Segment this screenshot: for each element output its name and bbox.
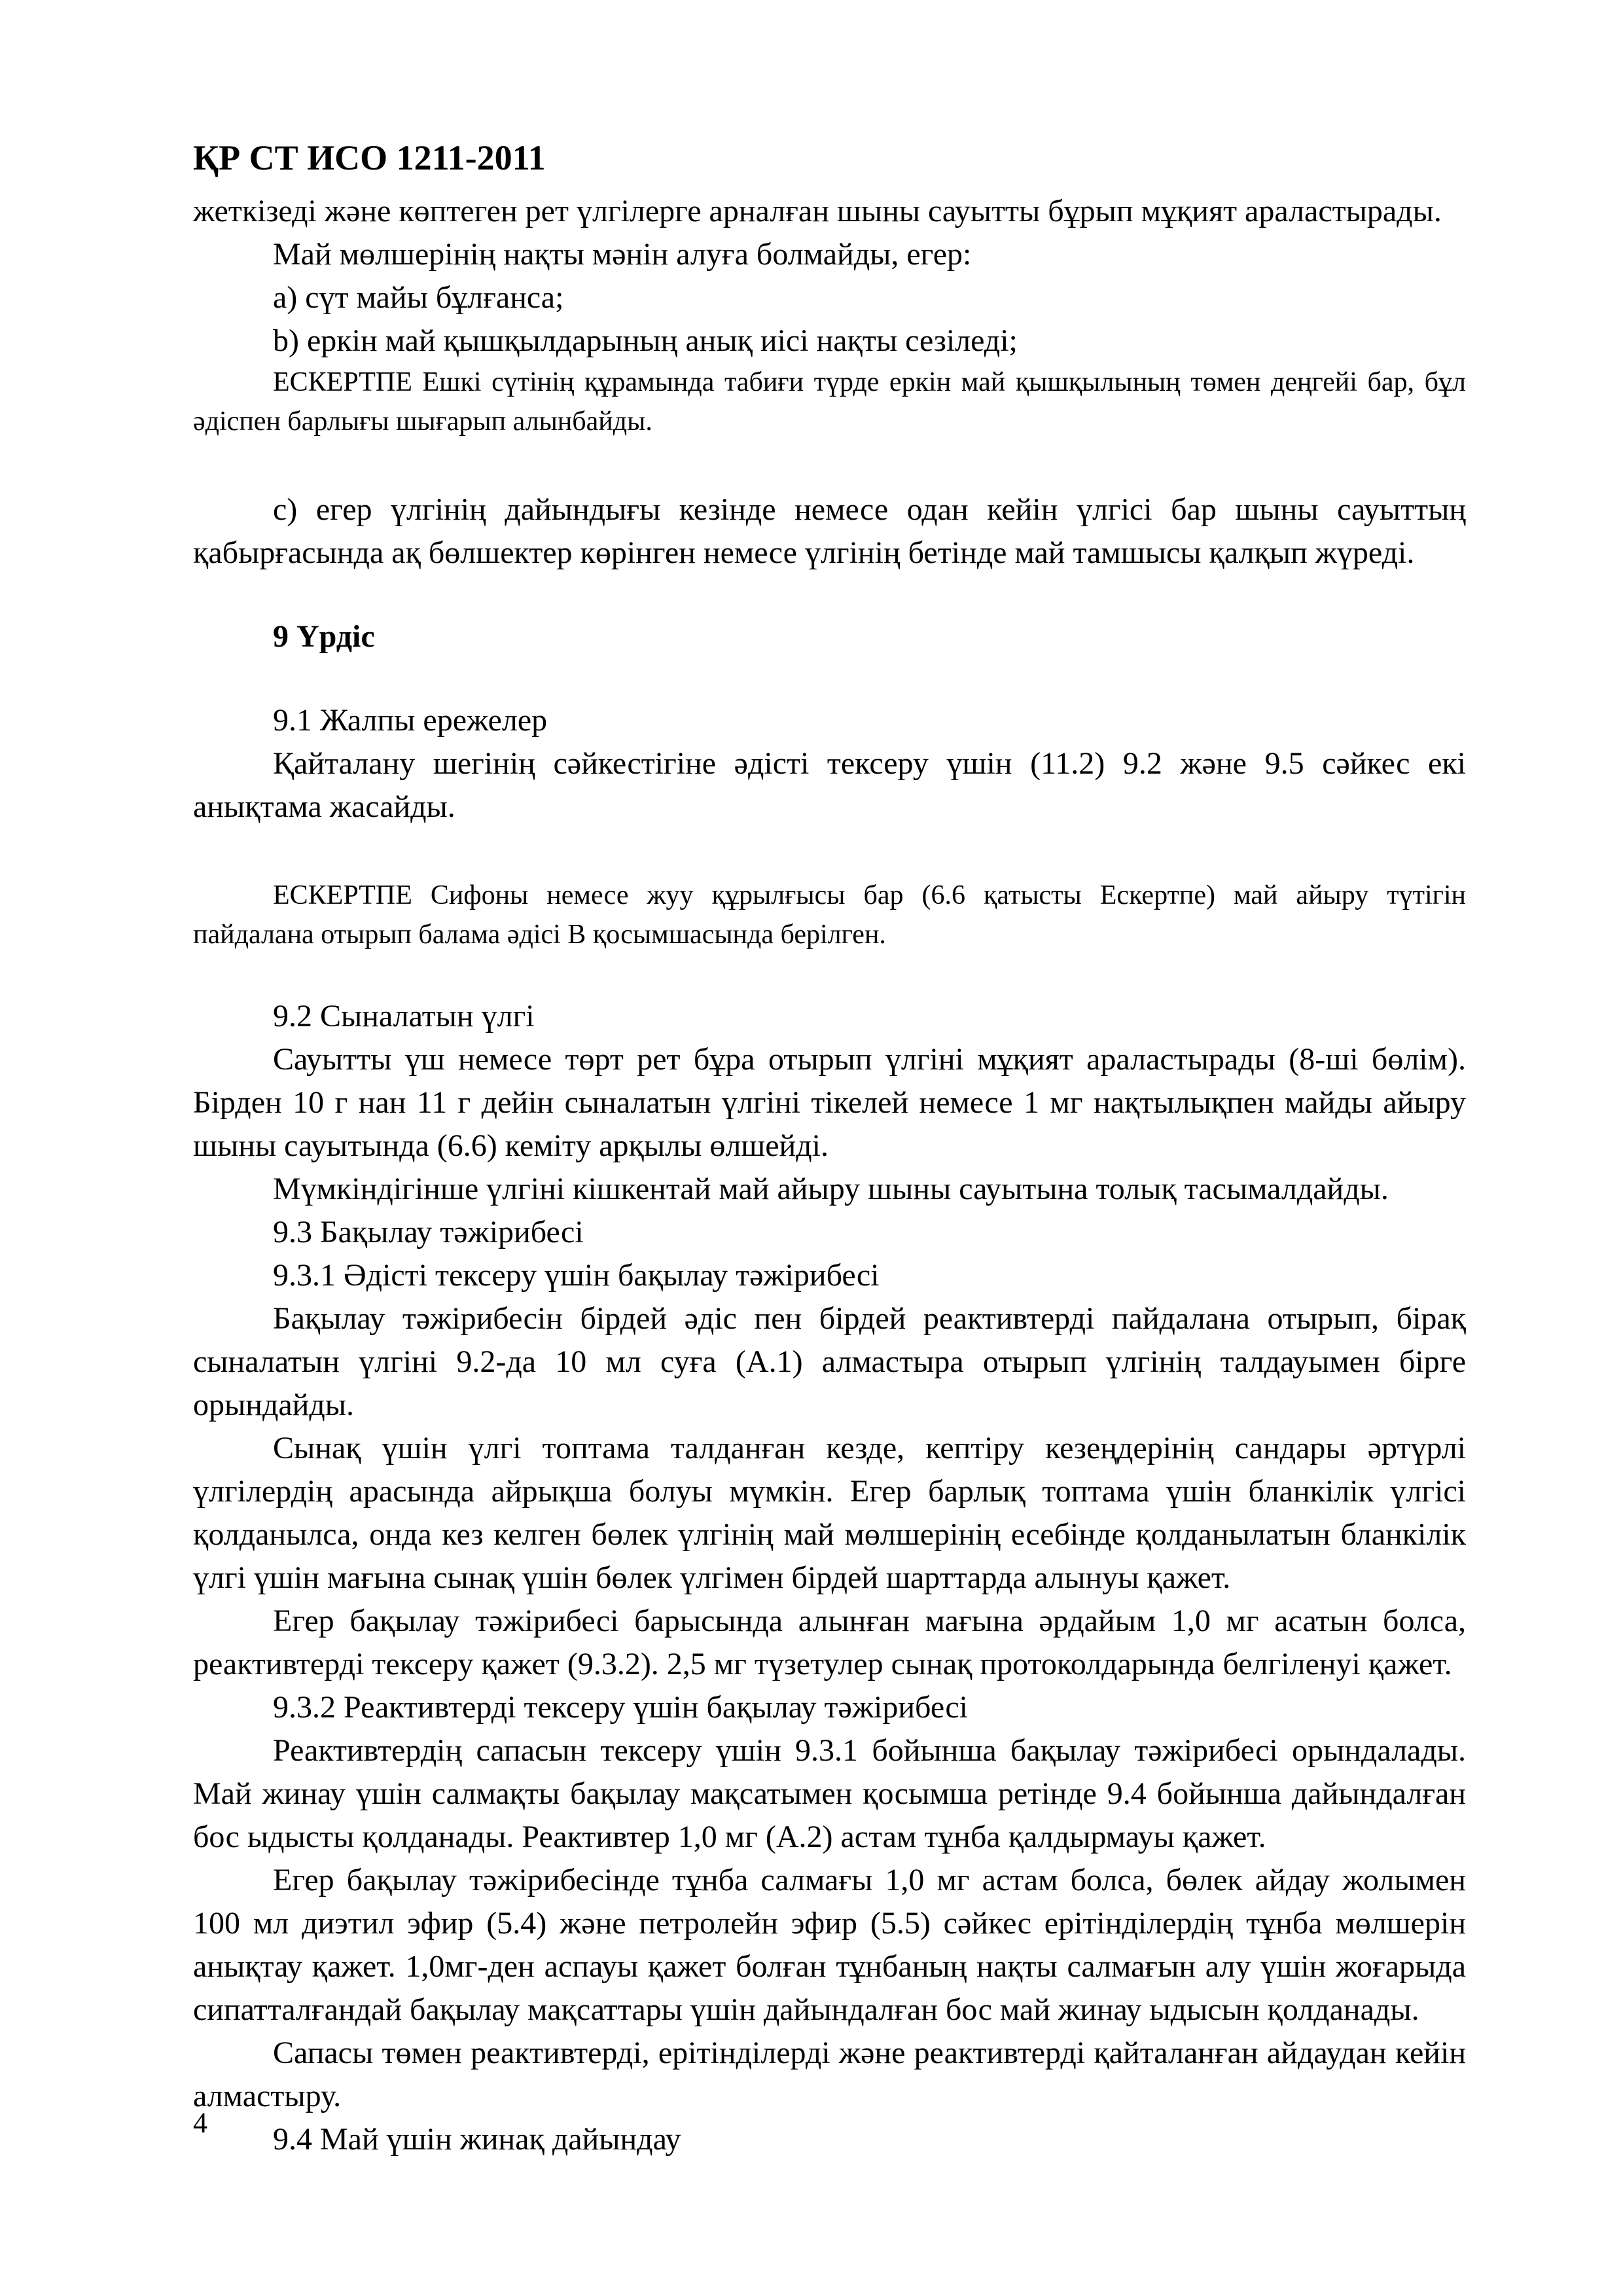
document-body <box>193 190 1466 2161</box>
list-item: a) сүт майы бұлғанса; <box>273 280 564 315</box>
note: ЕСКЕРТПЕ Сифоны немесе жуу құрылғысы бар (6.6 қатысты Ескертпе) май айыру түтігін пайдалана отырып балама әдісі В қосымшасында берілген. <box>193 880 1466 950</box>
paragraph: Май мөлшерінің нақты мәнін алуға болмайды, егер: <box>273 237 972 272</box>
list-item: c) егер үлгінің дайындығы кезінде немесе одан кейін үлгісі бар шыны сауыттың қабырғасында ақ бөлшектер көрінген немесе үлгінің бетінде май тамшысы қалқып жүреді. <box>193 492 1466 570</box>
subsection-heading: 9.1 Жалпы ережелер <box>273 703 548 738</box>
subsection-heading: 9.3.2 Реактивтерді тексеру үшін бақылау тәжірибесі <box>273 1690 968 1725</box>
paragraph: Реактивтердің сапасын тексеру үшін 9.3.1 бойынша бақылау тәжірибесі орындалады. Май жинау үшін салмақты бақылау мақсатымен қосымша ретінде 9.4 бойынша дайындалған бос ыдысты қолданады. Реактивтер 1,0 мг (А.2) астам тұнба қалдырмауы қажет. <box>193 1733 1466 1854</box>
document-header: ҚР СТ ИСО 1211-2011 <box>193 138 546 177</box>
note: ЕСКЕРТПЕ Ешкі сүтінің құрамында табиғи түрде еркін май қышқылының төмен деңгейі бар, бұл әдіспен барлығы шығарып алынбайды. <box>193 367 1466 437</box>
paragraph: Мүмкіндігінше үлгіні кішкентай май айыру шыны сауытына толық тасымалдайды. <box>273 1172 1389 1206</box>
list-item: b) еркін май қышқылдарының анық иісі нақты сезіледі; <box>273 323 1018 358</box>
paragraph: Сынақ үшін үлгі топтама талданған кезде, кептіру кезеңдерінің сандары әртүрлі үлгілердің арасында айрықша болуы мүмкін. Егер барлық топтама үшін бланкілік үлгісі қолданылса, онда кез келген бөлек үлгінің май мөлшерінің есебінде қолданылатын бланкілік үлгі үшін мағына сынақ үшін бөлек үлгімен бірдей шарттарда алынуы қажет. <box>193 1431 1466 1595</box>
subsection-heading: 9.3 Бақылау тәжірибесі <box>273 1215 584 1249</box>
subsection-heading: 9.4 Май үшін жинақ дайындау <box>273 2122 681 2157</box>
section-heading: 9 Үрдіс <box>273 619 375 654</box>
subsection-heading: 9.2 Сыналатын үлгі <box>273 999 535 1033</box>
paragraph: Сауытты үш немесе төрт рет бұра отырып үлгіні мұқият араластырады (8-ші бөлім). Бірден 10 г нан 11 г дейін сыналатын үлгіні тікелей немесе 1 мг нақтылықпен майды айыру шыны сауытында (6.6) кеміту арқылы өлшейді. <box>193 1042 1466 1163</box>
paragraph: жеткізеді және көптеген рет үлгілерге арналған шыны сауытты бұрып мұқият араластырады. <box>193 194 1442 228</box>
page-number: 4 <box>193 2107 207 2139</box>
subsection-heading: 9.3.1 Әдісті тексеру үшін бақылау тәжірибесі <box>273 1258 880 1293</box>
paragraph: Егер бақылау тәжірибесі барысында алынған мағына әрдайым 1,0 мг асатын болса, реактивтерді тексеру қажет (9.3.2). 2,5 мг түзетулер сынақ протоколдарында белгіленуі қажет. <box>193 1604 1466 1681</box>
paragraph: Егер бақылау тәжірибесінде тұнба салмағы 1,0 мг астам болса, бөлек айдау жолымен 100 мл диэтил эфир (5.4) және петролейн эфир (5.5) сәйкес ерітінділердің тұнба мөлшерін анықтау қажет. 1,0мг-ден аспауы қажет болған тұнбаның нақты салмағын алу үшін жоғарыда сипатталғандай бақылау мақсаттары үшін дайындалған бос май жинау ыдысын қолданады. <box>193 1863 1466 2027</box>
paragraph: Бақылау тәжірибесін бірдей әдіс пен бірдей реактивтерді пайдалана отырып, бірақ сыналатын үлгіні 9.2-да 10 мл суға (А.1) алмастыра отырып үлгінің талдауымен бірге орындайды. <box>193 1301 1466 1422</box>
paragraph: Сапасы төмен реактивтерді, ерітінділерді және реактивтерді қайталанған айдаудан кейін алмастыру. <box>193 2036 1466 2113</box>
paragraph: Қайталану шегінің сәйкестігіне әдісті тексеру үшін (11.2) 9.2 және 9.5 сәйкес екі анықтама жасайды. <box>193 746 1466 824</box>
